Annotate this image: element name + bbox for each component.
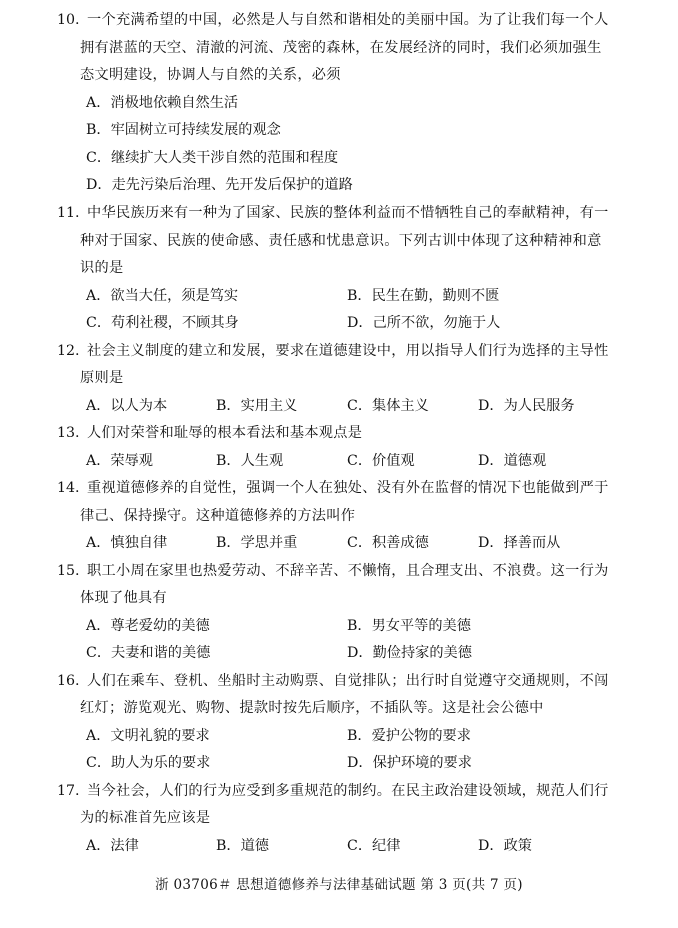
question-number: 16.: [57, 673, 80, 689]
question-stem-line: 识的是: [80, 260, 124, 276]
option-c: C．价值观: [347, 453, 415, 469]
question-stem-line: 种对于国家、民族的使命感、责任感和忧患意识。下列古训中体现了这种精神和意: [80, 233, 602, 249]
option-b: B．实用主义: [216, 398, 298, 414]
question-stem-line: 中华民族历来有一种为了国家、民族的整体利益而不惜牺牲自己的奉献精神，有一: [87, 205, 609, 221]
question-stem-line: 人们在乘车、登机、坐船时主动购票、自觉排队；出行时自觉遵守交通规则，不闯: [87, 673, 609, 689]
option-b: B．民生在勤，勤则不匮: [347, 288, 500, 304]
option-d: D．走先污染后治理、先开发后保护的道路: [86, 177, 353, 193]
option-a: A．慎独自律: [86, 535, 168, 551]
option-d: D．为人民服务: [478, 398, 575, 414]
question-stem-line: 当今社会，人们的行为应受到多重规范的制约。在民主政治建设领域，规范人们行: [87, 783, 609, 799]
question-number: 12.: [57, 343, 80, 359]
option-b: B．牢固树立可持续发展的观念: [86, 122, 281, 138]
option-a: A．尊老爱幼的美德: [86, 618, 210, 634]
option-c: C．继续扩大人类干涉自然的范围和程度: [86, 150, 339, 166]
question-stem-line: 重视道德修养的自觉性，强调一个人在独处、没有外在监督的情况下也能做到严于: [87, 480, 609, 496]
option-c: C．积善成德: [347, 535, 429, 551]
option-b: B．人生观: [216, 453, 284, 469]
option-c: C．苟利社稷，不顾其身: [86, 315, 239, 331]
option-c: C．夫妻和谐的美德: [86, 645, 211, 661]
question-number: 13.: [57, 425, 80, 441]
option-a: A．以人为本: [86, 398, 168, 414]
option-d: D．己所不欲，勿施于人: [347, 315, 501, 331]
question-stem-line: 一个充满希望的中国，必然是人与自然和谐相处的美丽中国。为了让我们每一个人: [87, 12, 609, 28]
question-stem-line: 社会主义制度的建立和发展，要求在道德建设中，用以指导人们行为选择的主导性: [87, 343, 609, 359]
option-d: D．政策: [478, 838, 532, 854]
option-a: A．欲当大任，须是笃实: [86, 288, 239, 304]
option-d: D．保护环境的要求: [347, 755, 472, 771]
question-stem-line: 拥有湛蓝的天空、清澈的河流、茂密的森林，在发展经济的同时，我们必须加强生: [80, 40, 602, 56]
question-number: 17.: [57, 783, 80, 799]
question-stem-line: 职工小周在家里也热爱劳动、不辞辛苦、不懒惰，且合理支出、不浪费。这一行为: [87, 563, 609, 579]
question-number: 11.: [57, 205, 80, 221]
option-b: B．爱护公物的要求: [347, 728, 471, 744]
option-d: D．择善而从: [478, 535, 561, 551]
question-number: 10.: [57, 12, 80, 28]
option-b: B．学思并重: [216, 535, 298, 551]
option-c: C．集体主义: [347, 398, 429, 414]
option-c: C．助人为乐的要求: [86, 755, 211, 771]
question-stem-line: 红灯；游览观光、购物、提款时按先后顺序，不插队等。这是社会公德中: [80, 700, 544, 716]
option-a: A．荣辱观: [86, 453, 153, 469]
option-a: A．法律: [86, 838, 139, 854]
option-d: D．道德观: [478, 453, 547, 469]
option-b: B．男女平等的美德: [347, 618, 471, 634]
question-stem-line: 原则是: [80, 370, 124, 386]
question-number: 14.: [57, 480, 80, 496]
question-stem-line: 态文明建设，协调人与自然的关系，必须: [80, 67, 341, 83]
option-d: D．勤俭持家的美德: [347, 645, 472, 661]
option-c: C．纪律: [347, 838, 401, 854]
option-b: B．道德: [216, 838, 269, 854]
page-footer: 浙 03706＃ 思想道德修养与法律基础试题 第 3 页(共 7 页): [155, 877, 523, 893]
question-stem-line: 律己、保持操守。这种道德修养的方法叫作: [80, 508, 356, 524]
question-stem-line: 为的标准首先应该是: [80, 810, 211, 826]
question-number: 15.: [57, 563, 80, 579]
option-a: A．消极地依赖自然生活: [86, 95, 239, 111]
option-a: A．文明礼貌的要求: [86, 728, 210, 744]
question-stem-line: 体现了他具有: [80, 590, 167, 606]
question-stem-line: 人们对荣誉和耻辱的根本看法和基本观点是: [87, 425, 363, 441]
